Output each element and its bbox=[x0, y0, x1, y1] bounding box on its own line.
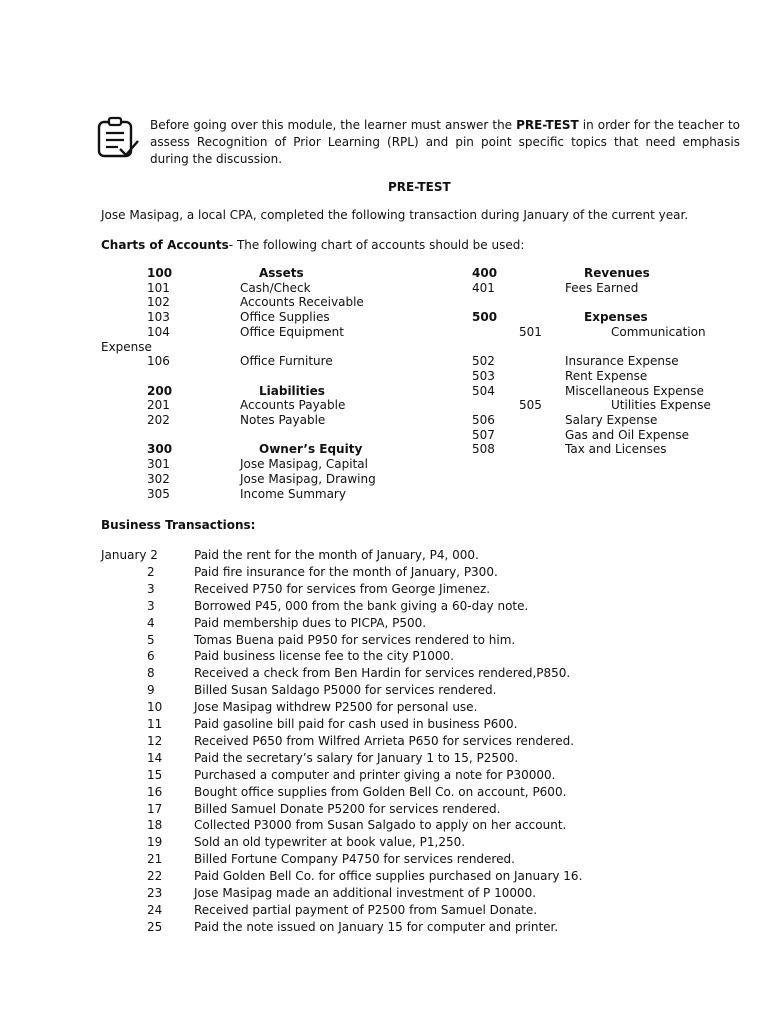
account-number: 104 bbox=[147, 324, 170, 339]
group-title: Expenses bbox=[584, 310, 648, 325]
account-name: Tax and Licenses bbox=[565, 442, 667, 457]
group-code: 200 bbox=[147, 383, 173, 398]
transaction-day: 10 bbox=[147, 700, 163, 715]
account-number: 506 bbox=[472, 413, 495, 427]
account-number: 401 bbox=[472, 280, 495, 295]
account-name: Utilities Expense bbox=[611, 398, 711, 413]
transaction-day: 15 bbox=[147, 767, 163, 782]
account-name: Fees Earned bbox=[565, 280, 639, 295]
account-number: 201 bbox=[147, 398, 170, 413]
account-number: 505 bbox=[519, 398, 542, 413]
account-number: 305 bbox=[147, 486, 170, 501]
account-name: Office Furniture bbox=[240, 354, 333, 369]
transaction-day: 21 bbox=[147, 852, 163, 867]
account-name: Salary Expense bbox=[565, 413, 658, 427]
account-number: 503 bbox=[472, 368, 495, 383]
account-number: 504 bbox=[472, 383, 495, 398]
page-title: PRE-TEST bbox=[388, 180, 451, 194]
account-number: 501 bbox=[519, 324, 542, 339]
group-title: Assets bbox=[259, 266, 304, 280]
business-heading: Business Transactions: bbox=[101, 518, 256, 532]
account-number: 101 bbox=[147, 280, 170, 295]
transaction-day: 3 bbox=[147, 581, 155, 596]
charts-label: Charts of Accounts bbox=[101, 238, 229, 252]
transaction-description: Paid the note issued on January 15 for computer and printer. bbox=[194, 919, 559, 934]
transaction-description: Received partial payment of P2500 from Samuel Donate. bbox=[194, 902, 538, 917]
clipboard-check-icon bbox=[96, 116, 140, 160]
intro-text-after: in order for the teacher to assess Recognition of Prior Learning (RPL) and pin point specific topics that need emphasis during the discussion. bbox=[150, 118, 740, 166]
transaction-description: Tomas Buena paid P950 for services rendered to him. bbox=[194, 632, 516, 647]
account-number: 301 bbox=[147, 457, 170, 472]
transaction-description: Received P650 from Wilfred Arrieta P650 for services rendered. bbox=[194, 733, 575, 748]
transaction-description: Jose Masipag made an additional investment of P 10000. bbox=[194, 886, 537, 900]
scenario-text: Jose Masipag, a local CPA, completed the following transaction during January of the current year. bbox=[101, 208, 689, 222]
transaction-description: Received a check from Ben Hardin for services rendered,P850. bbox=[194, 666, 571, 681]
transaction-day: 11 bbox=[147, 717, 163, 731]
transaction-description: Paid gasoline bill paid for cash used in business P600. bbox=[194, 717, 518, 731]
transaction-description: Paid the secretary’s salary for January 1 to 15, P2500. bbox=[194, 750, 519, 765]
account-number: 106 bbox=[147, 354, 170, 369]
account-number: 302 bbox=[147, 471, 170, 486]
transaction-day: 19 bbox=[147, 835, 163, 850]
transaction-description: Paid the rent for the month of January, P4, 000. bbox=[194, 548, 479, 562]
transaction-day: 17 bbox=[147, 801, 163, 816]
charts-intro bbox=[101, 238, 524, 253]
transaction-description: Billed Fortune Company P4750 for services rendered. bbox=[194, 852, 515, 867]
transaction-description: Paid membership dues to PICPA, P500. bbox=[194, 615, 427, 630]
transaction-description: Borrowed P45, 000 from the bank giving a 60-day note. bbox=[194, 598, 529, 613]
transaction-day: 9 bbox=[147, 683, 155, 698]
group-code: 400 bbox=[472, 266, 498, 280]
account-number: 103 bbox=[147, 310, 170, 325]
transaction-day: 3 bbox=[147, 598, 155, 613]
account-number: 102 bbox=[147, 295, 170, 310]
transaction-description: Paid business license fee to the city P1000. bbox=[194, 649, 454, 664]
transaction-description: Purchased a computer and printer giving a note for P30000. bbox=[194, 767, 556, 782]
transaction-day: 8 bbox=[147, 666, 155, 681]
transaction-day: 24 bbox=[147, 902, 163, 917]
transaction-day: 18 bbox=[147, 818, 163, 833]
group-title: Revenues bbox=[584, 266, 650, 280]
account-name: Cash/Check bbox=[240, 280, 311, 295]
transaction-description: Received P750 for services from George Jimenez. bbox=[194, 581, 491, 596]
transaction-description: Billed Samuel Donate P5200 for services rendered. bbox=[194, 801, 501, 816]
account-number: 202 bbox=[147, 413, 170, 427]
transaction-description: Collected P3000 from Susan Salgado to apply on her account. bbox=[194, 818, 567, 833]
group-code: 500 bbox=[472, 310, 498, 325]
transaction-description: Bought office supplies from Golden Bell Co. on account, P600. bbox=[194, 784, 567, 799]
charts-text: - The following chart of accounts should be used: bbox=[228, 238, 525, 252]
transaction-day: 22 bbox=[147, 869, 163, 884]
group-title: Liabilities bbox=[259, 383, 325, 398]
transaction-day: 14 bbox=[147, 750, 163, 765]
transaction-day: 5 bbox=[147, 632, 155, 647]
account-name: Accounts Receivable bbox=[240, 295, 364, 310]
group-code: 300 bbox=[147, 442, 173, 457]
account-name: Office Equipment bbox=[240, 324, 344, 339]
account-number: 508 bbox=[472, 442, 495, 457]
transaction-description: Sold an old typewriter at book value, P1,250. bbox=[194, 835, 466, 850]
account-name: Jose Masipag, Capital bbox=[240, 457, 368, 472]
account-number: 507 bbox=[472, 427, 495, 442]
transaction-date: January 2 bbox=[101, 548, 158, 562]
intro-text-before: Before going over this module, the learner must answer the bbox=[150, 118, 517, 132]
transaction-description: Paid fire insurance for the month of January, P300. bbox=[194, 564, 498, 579]
transaction-description: Paid Golden Bell Co. for office supplies purchased on January 16. bbox=[194, 869, 583, 884]
transaction-day: 4 bbox=[147, 615, 155, 630]
account-name: Jose Masipag, Drawing bbox=[240, 471, 376, 486]
account-number: 502 bbox=[472, 354, 495, 369]
group-title: Owner’s Equity bbox=[259, 442, 363, 457]
transaction-day: 12 bbox=[147, 733, 163, 748]
transaction-day: 6 bbox=[147, 649, 155, 664]
account-name: Gas and Oil Expense bbox=[565, 427, 689, 442]
account-name: Accounts Payable bbox=[240, 398, 346, 413]
account-name: Notes Payable bbox=[240, 413, 326, 427]
transaction-day: 2 bbox=[147, 564, 155, 579]
group-code: 100 bbox=[147, 266, 173, 280]
transaction-day: 16 bbox=[147, 784, 163, 799]
account-name: Communication bbox=[611, 324, 706, 339]
account-name: Miscellaneous Expense bbox=[565, 383, 704, 398]
account-name: Income Summary bbox=[240, 486, 346, 501]
account-name: Insurance Expense bbox=[565, 354, 679, 369]
transaction-description: Billed Susan Saldago P5000 for services rendered. bbox=[194, 683, 497, 698]
wrapped-expense-word: Expense bbox=[101, 339, 152, 354]
intro-highlight: PRE-TEST bbox=[516, 118, 579, 132]
account-name: Rent Expense bbox=[565, 368, 648, 383]
account-name: Office Supplies bbox=[240, 310, 330, 325]
intro-paragraph bbox=[150, 117, 740, 168]
transaction-description: Jose Masipag withdrew P2500 for personal use. bbox=[194, 700, 478, 715]
transaction-day: 23 bbox=[147, 886, 163, 900]
transaction-day: 25 bbox=[147, 919, 163, 934]
